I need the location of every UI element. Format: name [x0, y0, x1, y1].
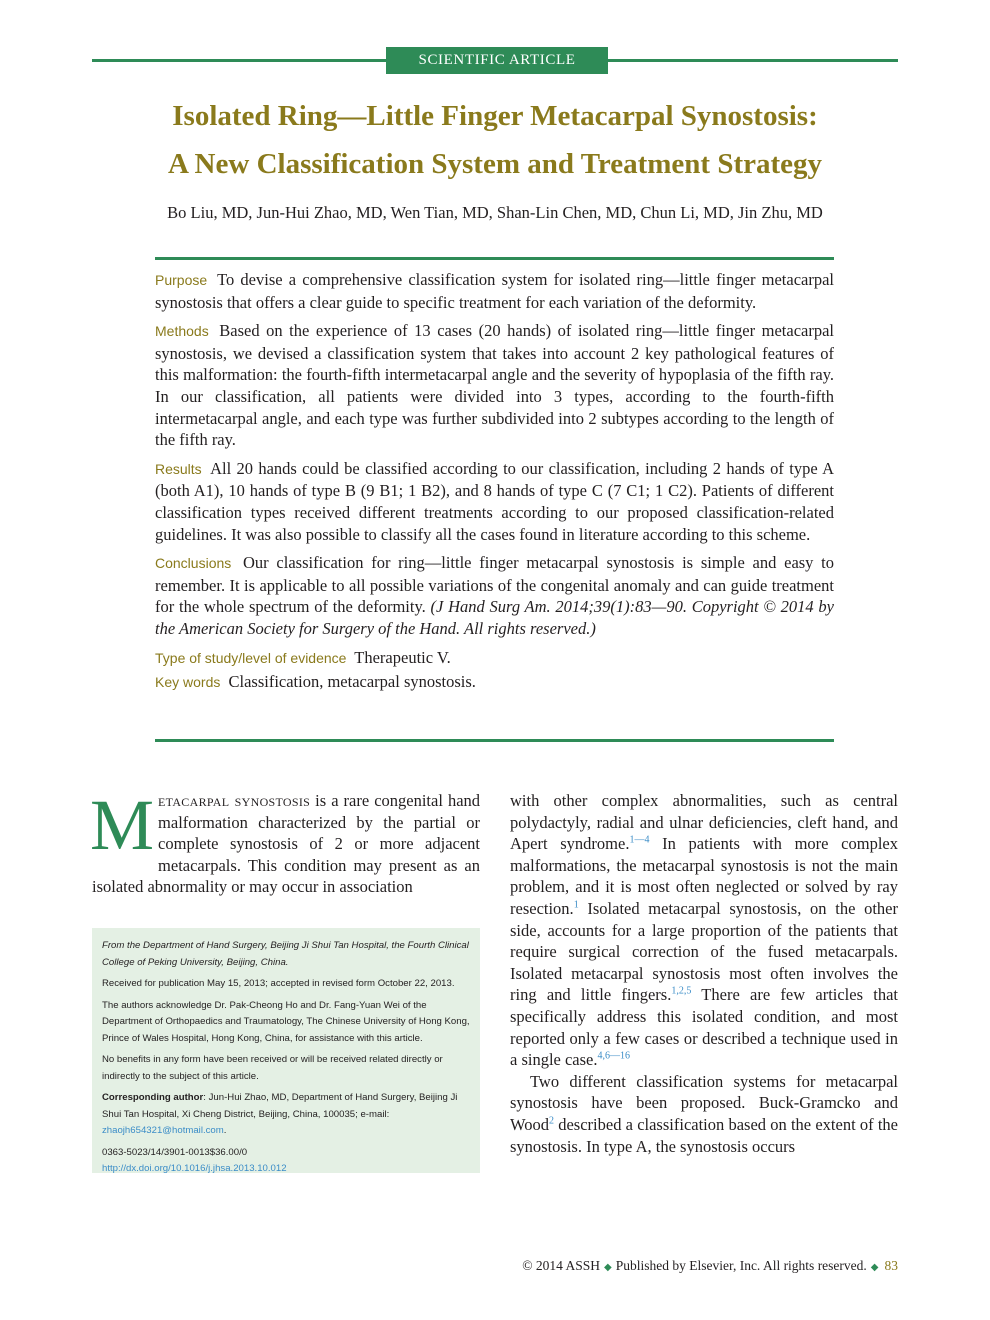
abstract-meta — [155, 647, 834, 694]
study-text: Therapeutic V. — [354, 647, 451, 667]
footer-copyright: © 2014 ASSH — [522, 1258, 601, 1273]
right-text-1d: There are few articles that specifically address this isolated condition, and most reported only a few cases or described a technique used in a single case. — [510, 985, 899, 1070]
page-footer — [522, 1258, 898, 1274]
title-line-2: A New Classification System and Treatment Strategy — [167, 148, 823, 180]
email-link[interactable]: zhaojh654321@hotmail.com — [102, 1125, 224, 1136]
abstract-purpose — [155, 269, 834, 313]
abstract-top-rule — [155, 257, 834, 260]
benefits-note: No benefits in any form have been received or will be received related directly or indirectly to the subject of this article. — [102, 1054, 443, 1082]
corr-text: : Jun-Hui Zhao, MD, Department of Hand Surgery, Beijing Ji Shui Tan Hospital, Xi Cheng District, Beijing, China, 100035; e-mail: — [102, 1092, 458, 1120]
purpose-label: Purpose — [155, 272, 208, 288]
doi-link[interactable]: http://dx.doi.org/10.1016/j.jhsa.2013.10.012 — [102, 1163, 287, 1174]
ref-link-1[interactable]: 1—4 — [629, 834, 650, 846]
body-column-left — [90, 785, 481, 898]
author-list: Bo Liu, MD, Jun-Hui Zhao, MD, Wen Tian, MD, Shan-Lin Chen, MD, Chun Li, MD, Jin Zhu, MD — [167, 203, 823, 222]
issn-text: 0363-5023/14/3901-0013$36.00/0 — [102, 1146, 248, 1158]
purpose-text: To devise a comprehensive classification system for isolated ring—little finger metacarpal synostosis that offers a clear guide to specific treatment for each variation of the deformity. — [155, 270, 835, 312]
article-title — [92, 92, 898, 188]
abstract-bottom-rule — [155, 739, 834, 742]
ref-link-4[interactable]: 4,6—16 — [597, 1050, 631, 1062]
conclusions-text: Our classification for ring—little finger metacarpal synostosis is simple and easy to remember. It is applicable to all possible variations of the congenital anomaly and can guide treatment for the whole spectrum of the deformity. — [155, 553, 835, 617]
right-text-2b: described a classification based on the extent of the synostosis. In type A, the synostosis occurs — [510, 1114, 898, 1156]
keywords-text: Classification, metacarpal synostosis. — [228, 672, 476, 692]
results-label: Results — [155, 460, 202, 477]
abstract-conclusions — [155, 552, 834, 639]
issn-note — [102, 1145, 470, 1178]
right-text-1a: with other complex abnormalities, such as central polydactyly, radial and ulnar deficiencies, cleft hand, and Apert syndrome. — [510, 791, 898, 854]
abstract-methods — [155, 320, 834, 451]
title-line-1: Isolated Ring—Little Finger Metacarpal Synostosis: — [172, 100, 818, 132]
right-text-1c: Isolated metacarpal synostosis, on the other side, accounts for a large proportion of the patients that require surgical correction of the fused metacarpals. Isolated metacarpal synostosis most often involves the ring and little fingers. — [510, 898, 898, 1005]
abstract-results — [155, 458, 834, 545]
right-paragraph-2 — [510, 1071, 898, 1157]
methods-text: Based on the experience of 13 cases (20 hands) of isolated ring—little finger metacarpal synostosis, we devised a classification system that takes into account 2 key pathological features of this malformation: the fourth-fifth intermetacarpal angle and the severity of hypoplasia of the fifth ray. In our classification, all patients were divided into 3 types, according to the fourth-fifth intermetacarpal angle, and each type was further subdivided into 2 subtypes according to the length of the fifth ray. — [155, 321, 835, 450]
diamond-bullet-icon: ◆ — [604, 1262, 612, 1273]
corr-label: Corresponding author — [102, 1092, 204, 1103]
affiliation-note: From the Department of Hand Surgery, Beijing Ji Shui Tan Hospital, the Fourth Clinical College of Peking University, Beijing, China. — [102, 940, 469, 968]
study-label: Type of study/level of evidence — [155, 649, 347, 666]
intro-paragraph — [90, 785, 481, 898]
conclusions-label: Conclusions — [155, 555, 232, 572]
journal-citation: (J Hand Surg Am. 2014;39(1):83—90. Copyright © 2014 by the American Society for Surgery of the Hand. All rights reserved.) — [155, 597, 834, 638]
page-number: 83 — [884, 1258, 898, 1273]
keywords-label: Key words — [155, 674, 221, 691]
methods-label: Methods — [155, 323, 209, 340]
body-column-right — [510, 790, 898, 1157]
ref-link-3[interactable]: 1,2,5 — [671, 985, 692, 997]
diamond-bullet-icon: ◆ — [870, 1262, 879, 1273]
study-type — [155, 647, 834, 670]
ref-link-5[interactable]: 2 — [549, 1115, 555, 1127]
right-paragraph-1 — [510, 790, 898, 1071]
abstract — [155, 269, 834, 696]
keywords — [155, 671, 834, 694]
right-text-1b: In patients with more complex malformations, the metacarpal synostosis is not the main problem, and it is most often neglected or solved by ray resection. — [510, 834, 898, 918]
intro-text: is a rare congenital hand malformation characterized by the partial or complete synostosis of 2 or more adjacent metacarpals. This condition may present as an isolated abnormality or may occur in association — [92, 791, 481, 897]
ref-link-2[interactable]: 1 — [573, 899, 579, 911]
lead-smallcaps: etacarpal synostosis — [158, 791, 311, 810]
right-text-2a: Two different classification systems for metacarpal synostosis have been proposed. Buck-Gramcko and Wood — [510, 1071, 898, 1134]
results-text: All 20 hands could be classified according to our classification, including 2 hands of type A (both A1), 10 hands of type B (9 B1; 1 B2), and 8 hands of type C (7 C1; 1 C2). Patients of different classification types received different treatments according to our proposed classification-related guidelines. It was also possible to classify all the cases found in literature according to this scheme. — [155, 458, 834, 544]
received-note: Received for publication May 15, 2013; accepted in revised form October 22, 2013. — [102, 978, 455, 989]
article-footnote-box — [92, 928, 480, 1173]
section-label: SCIENTIFIC ARTICLE — [386, 47, 608, 74]
drop-cap: M — [90, 785, 155, 865]
corresponding-author-note: Corresponding author: Jun-Hui Zhao, MD, Department of Hand Surgery, Beijing Ji Shui Tan Hospital, Xi Cheng District, Beijing, China, 100035; e-mail: zhaojh654321@hotmail.com. — [102, 1092, 458, 1136]
footer-publisher: Published by Elsevier, Inc. All rights reserved. — [615, 1258, 867, 1273]
acknowledgment-note: The authors acknowledge Dr. Pak-Cheong Ho and Dr. Fang-Yuan Wei of the Department of Orthopaedics and Traumatology, The Chinese University of Hong Kong, Prince of Wales Hospital, Hong Kong, China, for assistance with this article. — [102, 999, 470, 1044]
